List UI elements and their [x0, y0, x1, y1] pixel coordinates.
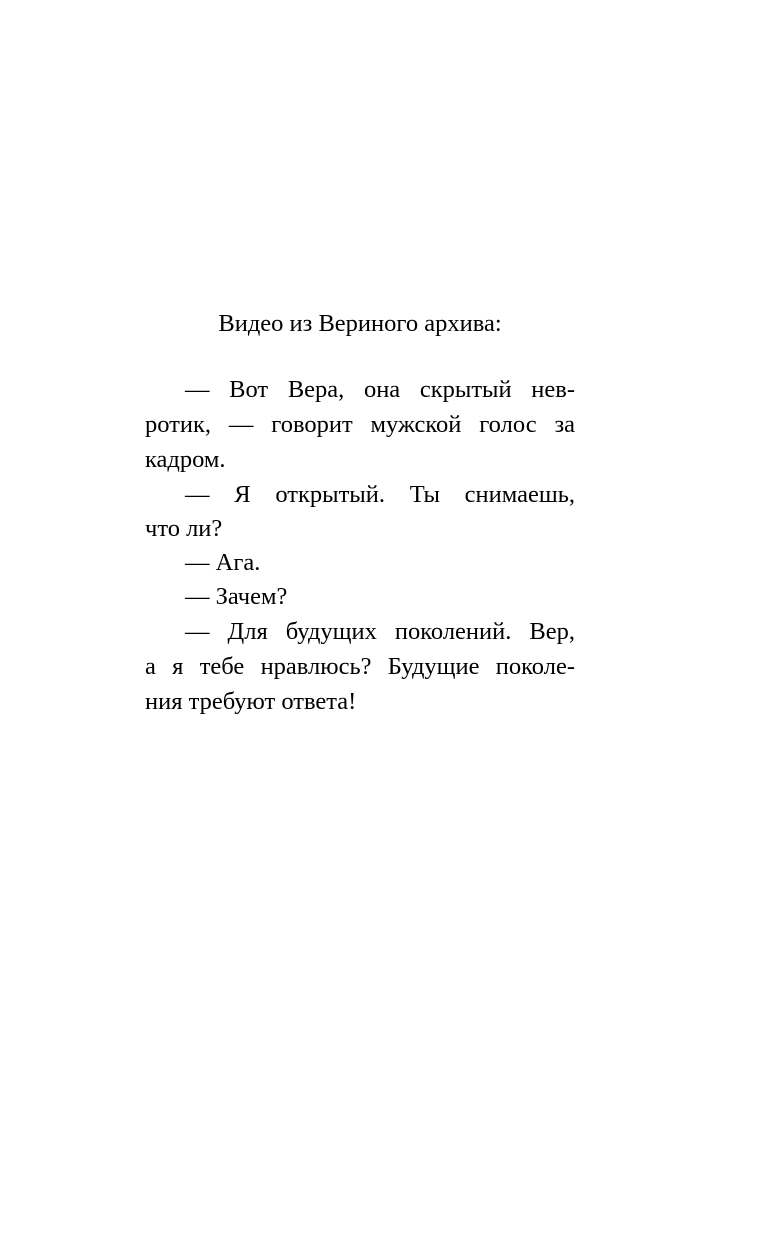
section-heading: Видео из Вериного архива: — [218, 310, 502, 337]
text-line: ротик, — говорит мужской голос за — [145, 411, 575, 438]
text-line: что ли? — [145, 515, 223, 542]
text-line: — Ага. — [185, 549, 261, 576]
text-line: — Я открытый. Ты снимаешь, — [185, 481, 575, 508]
text-line: — Вот Вера, она скрытый нев- — [185, 376, 575, 403]
text-line: кадром. — [145, 446, 226, 473]
text-line: — Зачем? — [185, 583, 288, 610]
text-line: — Для будущих поколений. Вер, — [185, 618, 575, 645]
text-line: а я тебе нравлюсь? Будущие поколе- — [145, 653, 575, 680]
text-line: ния требуют ответа! — [145, 688, 357, 715]
